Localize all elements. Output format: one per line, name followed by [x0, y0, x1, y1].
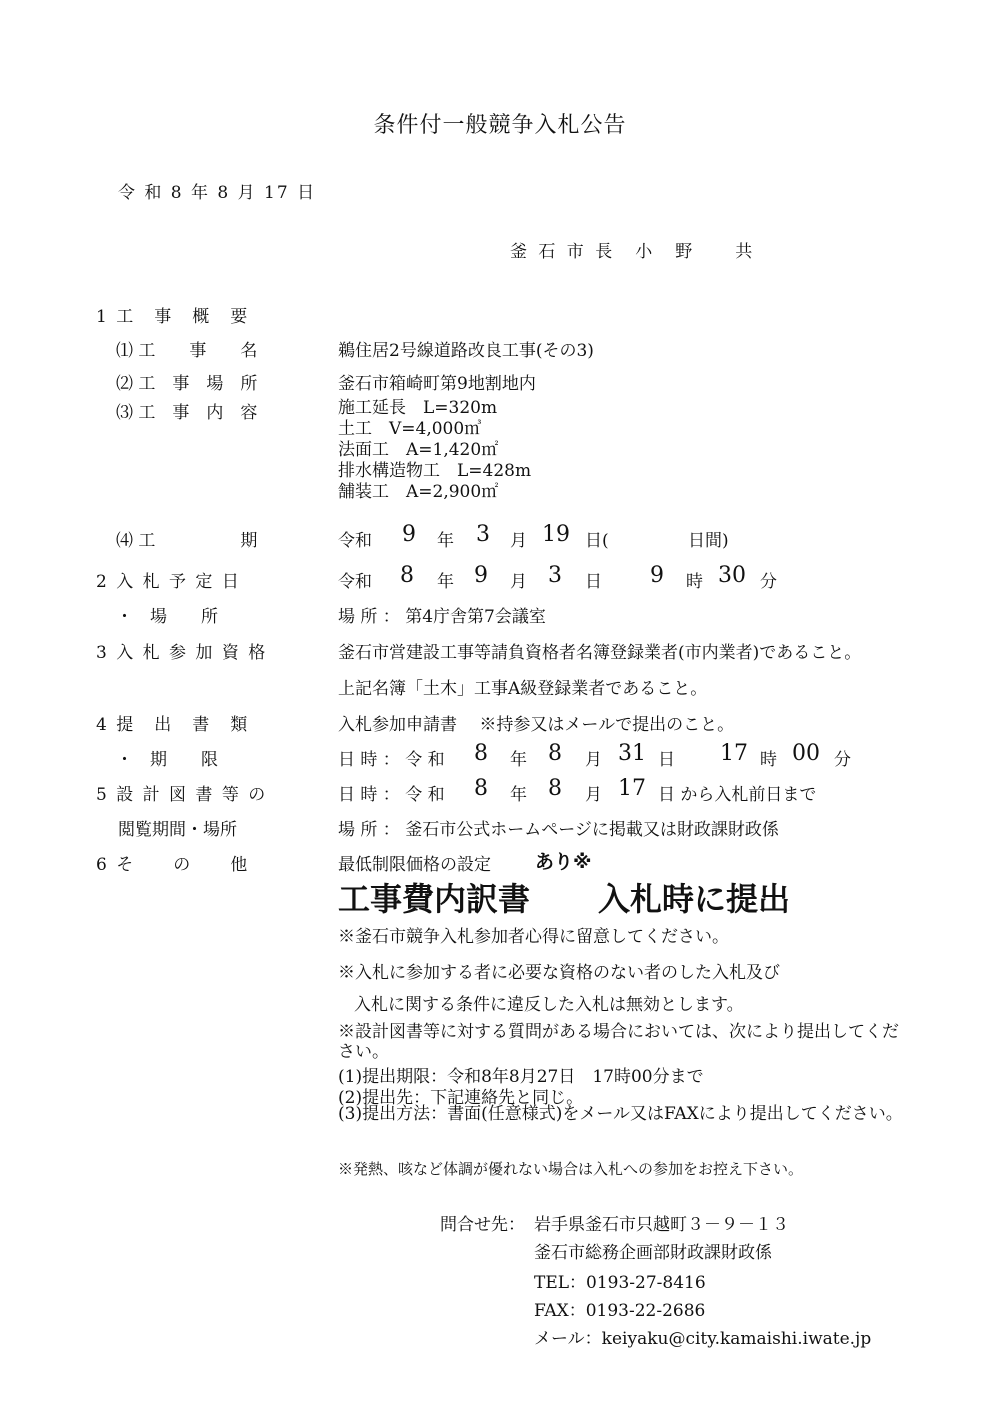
bid-date-hi: 日 — [585, 572, 602, 592]
min-price-value: あり※ — [535, 851, 592, 873]
note-1: ※釜石市競争入札参加者心得に留意してください。 — [338, 927, 729, 947]
section-6-heading: 6 そ の 他 — [96, 855, 250, 875]
project-name-label: ⑴ 工 事 名 — [116, 341, 258, 361]
period-tsuki: 月 — [510, 531, 527, 551]
deadline-tsuki: 月 — [585, 750, 602, 770]
period-month: 3 — [476, 522, 490, 547]
page-title: 条件付一般競争入札公告 — [373, 113, 627, 138]
bid-place-label: ・ 場 所 — [116, 607, 218, 627]
viewing-date-day: 17 — [618, 776, 646, 801]
viewing-date-tsuki: 月 — [585, 785, 602, 805]
deadline-minute: 00 — [792, 741, 820, 766]
bid-date-nen: 年 — [437, 572, 454, 592]
submit-at-bid-notice: 入札時に提出 — [598, 880, 791, 918]
deadline-day: 31 — [618, 741, 646, 766]
contact-address: 岩手県釜石市只越町３－９－１３ — [534, 1215, 789, 1235]
content-line: 排水構造物工 L=428m — [338, 461, 532, 481]
deadline-fun: 分 — [834, 750, 851, 770]
content-line: 施工延長 L=320m — [338, 398, 498, 418]
qualification-line-2: 上記名簿「土木」工事A級登録業者であること。 — [338, 679, 708, 699]
cost-breakdown-notice: 工事費内訳書 — [338, 880, 531, 918]
viewing-date-suffix: 日 から入札前日まで — [658, 785, 817, 805]
issuer: 釜 石 市 長 小 野 共 — [510, 242, 756, 262]
bid-place-value: 場 所 ： 第4庁舎第7会議室 — [338, 607, 546, 627]
bid-date-fun: 分 — [760, 572, 777, 592]
note-2b: 入札に関する条件に違反した入札は無効とします。 — [354, 995, 744, 1015]
section-4-heading: 4 提 出 書 類 — [96, 715, 250, 735]
deadline-hour: 17 — [720, 741, 748, 766]
bid-date-day: 3 — [548, 563, 562, 588]
period-reiwa: 令和 — [338, 531, 372, 551]
bid-date-month: 9 — [474, 563, 488, 588]
viewing-date-year: 8 — [474, 776, 488, 801]
note-3-3: (3)提出方法：書面(任意様式)をメール又はFAXにより提出してください。 — [338, 1104, 903, 1124]
qualification-line-1: 釜石市営建設工事等請負資格者名簿登録業者(市内業者)であること。 — [338, 643, 862, 663]
section-2-heading: 2 入 札 予 定 日 — [96, 572, 241, 592]
viewing-place: 場 所 ： 釜石市公式ホームページに掲載又は財政課財政係 — [338, 820, 779, 840]
project-content-list — [338, 398, 531, 503]
note-2: ※入札に参加する者に必要な資格のない者のした入札及び — [338, 963, 780, 983]
viewing-date-prefix: 日 時 ： 令 和 — [338, 785, 445, 805]
contact-mail: メール：keiyaku@city.kamaishi.iwate.jp — [534, 1329, 872, 1349]
contact-tel: TEL：0193-27-8416 — [534, 1273, 706, 1293]
bid-date-minute: 30 — [718, 563, 746, 588]
section-5-heading: 5 設 計 図 書 等 の — [96, 785, 268, 805]
period-hi: 日( — [585, 531, 609, 551]
project-content-label: ⑶ 工 事 内 容 — [116, 403, 258, 423]
period-day: 19 — [542, 522, 570, 547]
project-place-label: ⑵ 工 事 場 所 — [116, 374, 258, 394]
min-price-label: 最低制限価格の設定 — [338, 855, 491, 875]
section-3-heading: 3 入 札 参 加 資 格 — [96, 643, 268, 663]
deadline-ji: 時 — [760, 750, 777, 770]
bid-date-hour: 9 — [650, 563, 664, 588]
bid-date-year: 8 — [400, 563, 414, 588]
period-days-label: 日間) — [688, 531, 729, 551]
section-1-heading: 1 工 事 概 要 — [96, 307, 250, 327]
project-place-value: 釜石市箱崎町第9地割地内 — [338, 374, 536, 394]
deadline-prefix: 日 時 ： 令 和 — [338, 750, 445, 770]
deadline-year: 8 — [474, 741, 488, 766]
note-3: ※設計図書等に対する質問がある場合においては、次により提出してください。 — [338, 1022, 899, 1062]
deadline-label: ・ 期 限 — [116, 750, 218, 770]
contact-label: 問合せ先： — [440, 1215, 525, 1235]
period-label: ⑷ 工 期 — [116, 531, 258, 551]
content-line: 土工 V=4,000㎥ — [338, 419, 482, 439]
section-5-heading-2: 閲覧期間・場所 — [118, 820, 237, 840]
content-line: 法面工 A=1,420㎡ — [338, 440, 499, 460]
bid-date-reiwa: 令和 — [338, 572, 372, 592]
note-3-2: (2)提出先：下記連絡先と同じ。 — [338, 1088, 584, 1108]
period-year: 9 — [402, 522, 416, 547]
contact-dept: 釜石市総務企画部財政課財政係 — [534, 1243, 772, 1263]
viewing-date-nen: 年 — [510, 785, 527, 805]
bid-date-ji: 時 — [686, 572, 703, 592]
content-line: 舗装工 A=2,900㎡ — [338, 482, 499, 502]
project-name-value: 鵜住居2号線道路改良工事(その3) — [338, 341, 594, 361]
deadline-month: 8 — [548, 741, 562, 766]
note-4: ※発熱、咳など体調が優れない場合は入札への参加をお控え下さい。 — [338, 1160, 804, 1178]
note-3-1: (1)提出期限：令和8年8月27日 17時00分まで — [338, 1067, 704, 1087]
submission-docs: 入札参加申請書 ※持参又はメールで提出のこと。 — [338, 715, 735, 735]
viewing-date-month: 8 — [548, 776, 562, 801]
contact-fax: FAX：0193-22-2686 — [534, 1301, 706, 1321]
period-nen: 年 — [437, 531, 454, 551]
bid-date-tsuki: 月 — [510, 572, 527, 592]
notice-date: 令 和 8 年 8 月 17 日 — [118, 183, 317, 203]
deadline-nen: 年 — [510, 750, 527, 770]
deadline-hi: 日 — [658, 750, 675, 770]
